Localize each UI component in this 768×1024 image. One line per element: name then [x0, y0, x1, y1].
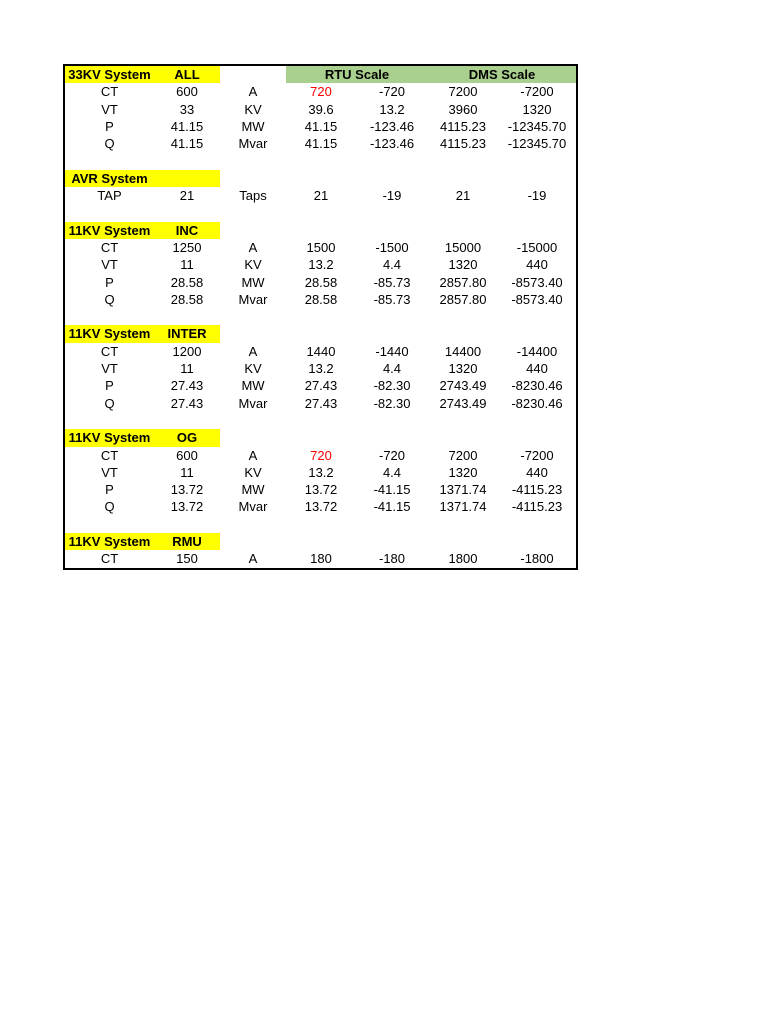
- rtu-min-cell[interactable]: -180: [378, 551, 406, 567]
- rtu-max-cell[interactable]: 27.43: [304, 378, 338, 394]
- rtu-max-cell[interactable]: 1500: [306, 239, 336, 255]
- dms-min-cell[interactable]: -4115.23: [511, 499, 563, 515]
- unit-cell[interactable]: Mvar: [238, 136, 268, 152]
- data-row: [65, 101, 576, 118]
- parameter-name-cell[interactable]: Q: [104, 136, 115, 152]
- dms-max-cell[interactable]: 4115.23: [439, 118, 487, 134]
- unit-cell[interactable]: KV: [244, 257, 262, 273]
- unit-cell[interactable]: KV: [244, 361, 262, 377]
- dms-min-cell[interactable]: -4115.23: [511, 482, 563, 498]
- dms-scale-header[interactable]: DMS Scale: [428, 66, 576, 83]
- parameter-name-cell[interactable]: P: [105, 378, 114, 394]
- dms-max-cell[interactable]: 21: [455, 188, 471, 204]
- rtu-min-cell[interactable]: -82.30: [373, 378, 411, 394]
- dms-max-cell[interactable]: 1320: [448, 464, 478, 480]
- dms-min-cell[interactable]: -8573.40: [511, 274, 563, 290]
- dms-min-cell[interactable]: -8230.46: [511, 378, 563, 394]
- dms-min-cell[interactable]: -12345.70: [507, 118, 567, 134]
- rtu-max-cell[interactable]: 13.2: [308, 257, 334, 273]
- dms-min-cell[interactable]: -12345.70: [507, 136, 567, 152]
- parameter-name-cell[interactable]: P: [105, 482, 114, 498]
- system-name-cell[interactable]: 11KV System: [65, 325, 154, 342]
- dms-max-cell[interactable]: 1800: [448, 551, 478, 567]
- unit-cell[interactable]: MW: [241, 118, 265, 134]
- dms-max-cell[interactable]: 1371.74: [439, 499, 487, 515]
- dms-max-cell[interactable]: 4115.23: [439, 136, 487, 152]
- unit-cell[interactable]: A: [248, 84, 258, 100]
- parameter-name-cell[interactable]: TAP: [97, 188, 122, 204]
- rating-value-cell[interactable]: 600: [176, 447, 198, 463]
- spreadsheet-table: [63, 64, 578, 570]
- rtu-min-cell[interactable]: 13.2: [379, 101, 405, 117]
- rtu-min-cell[interactable]: -1440: [375, 343, 409, 359]
- unit-cell[interactable]: KV: [244, 464, 262, 480]
- system-name-cell[interactable]: 11KV System: [65, 222, 154, 239]
- rating-value-cell[interactable]: 11: [180, 257, 194, 273]
- parameter-name-cell[interactable]: P: [105, 118, 114, 134]
- feeder-name-cell[interactable]: OG: [154, 429, 220, 446]
- rtu-min-cell[interactable]: 4.4: [382, 464, 402, 480]
- rtu-max-cell[interactable]: 720: [310, 447, 332, 463]
- data-row: [65, 343, 576, 360]
- data-row: [65, 360, 576, 377]
- data-row: [65, 481, 576, 498]
- parameter-name-cell[interactable]: VT: [101, 464, 118, 480]
- blank-row: [65, 152, 576, 169]
- rtu-max-cell[interactable]: 21: [313, 188, 329, 204]
- unit-cell[interactable]: MW: [241, 274, 265, 290]
- data-row: [65, 135, 576, 152]
- rtu-min-cell[interactable]: 4.4: [382, 361, 402, 377]
- unit-cell[interactable]: MW: [241, 378, 265, 394]
- rating-value-cell[interactable]: 11: [180, 361, 194, 377]
- parameter-name-cell[interactable]: Q: [104, 499, 115, 515]
- parameter-name-cell[interactable]: CT: [100, 551, 119, 567]
- dms-max-cell[interactable]: 2743.49: [439, 395, 487, 411]
- dms-max-cell[interactable]: 7200: [448, 84, 478, 100]
- unit-cell[interactable]: A: [248, 447, 258, 463]
- rating-value-cell[interactable]: 1200: [172, 343, 202, 359]
- rating-value-cell[interactable]: 1250: [172, 239, 202, 255]
- feeder-name-cell[interactable]: ALL: [154, 66, 220, 83]
- rtu-scale-header[interactable]: RTU Scale: [286, 66, 428, 83]
- blank-row: [65, 308, 576, 325]
- section-header-row: [65, 533, 576, 550]
- data-row: [65, 395, 576, 412]
- blank-row: [65, 204, 576, 221]
- section-header-row: [65, 325, 576, 342]
- parameter-name-cell[interactable]: VT: [101, 101, 118, 117]
- rtu-min-cell[interactable]: -720: [378, 84, 406, 100]
- dms-min-cell[interactable]: 440: [526, 257, 548, 273]
- rating-value-cell[interactable]: 41.15: [170, 118, 204, 134]
- rating-value-cell[interactable]: 21: [179, 188, 195, 204]
- rating-value-cell[interactable]: 33: [179, 101, 195, 117]
- parameter-name-cell[interactable]: CT: [100, 447, 119, 463]
- rtu-min-cell[interactable]: -19: [382, 188, 402, 204]
- rtu-max-cell[interactable]: 41.15: [304, 136, 338, 152]
- unit-cell[interactable]: Taps: [239, 188, 267, 204]
- section-header-row: [65, 222, 576, 239]
- section-header-row: [65, 170, 576, 187]
- dms-min-cell[interactable]: -14400: [516, 343, 558, 359]
- unit-cell[interactable]: MW: [241, 482, 265, 498]
- dms-max-cell[interactable]: 15000: [444, 239, 482, 255]
- dms-max-cell[interactable]: 2743.49: [439, 378, 487, 394]
- data-row: [65, 187, 576, 204]
- dms-min-cell[interactable]: -8573.40: [511, 291, 563, 307]
- dms-min-cell[interactable]: -7200: [520, 84, 554, 100]
- rtu-min-cell[interactable]: -82.30: [373, 395, 411, 411]
- rtu-max-cell[interactable]: 180: [310, 551, 332, 567]
- dms-max-cell[interactable]: 1371.74: [439, 482, 487, 498]
- rating-value-cell[interactable]: 600: [176, 84, 198, 100]
- data-row: [65, 498, 576, 515]
- dms-max-cell[interactable]: 1320: [448, 361, 478, 377]
- dms-max-cell[interactable]: 3960: [448, 101, 478, 117]
- unit-cell[interactable]: Mvar: [238, 499, 268, 515]
- rtu-max-cell[interactable]: 39.6: [308, 101, 334, 117]
- rating-value-cell[interactable]: 28.58: [170, 274, 204, 290]
- dms-min-cell[interactable]: 1320: [522, 101, 552, 117]
- data-row: [65, 256, 576, 273]
- system-name-cell[interactable]: AVR System: [65, 170, 154, 187]
- rating-value-cell[interactable]: 13.72: [170, 499, 204, 515]
- feeder-name-cell[interactable]: INTER: [154, 325, 220, 342]
- parameter-name-cell[interactable]: Q: [104, 291, 115, 307]
- dms-min-cell[interactable]: -7200: [520, 447, 554, 463]
- dms-max-cell[interactable]: 1320: [448, 257, 478, 273]
- rating-value-cell[interactable]: 27.43: [170, 378, 204, 394]
- rtu-max-cell[interactable]: 27.43: [304, 395, 338, 411]
- data-row: [65, 239, 576, 256]
- feeder-name-cell[interactable]: INC: [154, 222, 220, 239]
- system-name-cell[interactable]: 33KV System: [65, 66, 154, 83]
- rtu-max-cell[interactable]: 28.58: [304, 291, 338, 307]
- rtu-min-cell[interactable]: -41.15: [373, 499, 411, 515]
- unit-cell[interactable]: A: [248, 551, 258, 567]
- rtu-min-cell[interactable]: -41.15: [373, 482, 411, 498]
- feeder-name-cell[interactable]: [154, 170, 220, 187]
- data-row: [65, 464, 576, 481]
- rtu-min-cell[interactable]: -720: [378, 447, 406, 463]
- rtu-min-cell[interactable]: -123.46: [369, 118, 415, 134]
- section-header-row: [65, 429, 576, 446]
- unit-cell[interactable]: A: [248, 343, 258, 359]
- blank-row: [65, 516, 576, 533]
- system-name-cell[interactable]: 11KV System: [65, 429, 154, 446]
- data-row: [65, 83, 576, 100]
- rtu-max-cell[interactable]: 720: [310, 84, 332, 100]
- data-row: [65, 377, 576, 394]
- rating-value-cell[interactable]: 27.43: [170, 395, 204, 411]
- rtu-min-cell[interactable]: 4.4: [382, 257, 402, 273]
- parameter-name-cell[interactable]: VT: [101, 257, 118, 273]
- dms-min-cell[interactable]: -1800: [520, 551, 554, 567]
- unit-cell[interactable]: Mvar: [238, 395, 268, 411]
- rtu-max-cell[interactable]: 1440: [306, 343, 336, 359]
- dms-max-cell[interactable]: 14400: [444, 343, 482, 359]
- dms-min-cell[interactable]: 440: [526, 464, 548, 480]
- rtu-max-cell[interactable]: 13.72: [304, 499, 338, 515]
- rating-value-cell[interactable]: 11: [180, 464, 194, 480]
- rtu-min-cell[interactable]: -85.73: [373, 274, 411, 290]
- unit-cell[interactable]: Mvar: [238, 291, 268, 307]
- dms-max-cell[interactable]: 2857.80: [439, 274, 487, 290]
- rating-value-cell[interactable]: 28.58: [170, 291, 204, 307]
- rating-value-cell[interactable]: 41.15: [170, 136, 204, 152]
- parameter-name-cell[interactable]: P: [105, 274, 114, 290]
- rating-value-cell[interactable]: 13.72: [170, 482, 204, 498]
- rating-value-cell[interactable]: 150: [176, 551, 198, 567]
- empty-cell[interactable]: [220, 66, 286, 83]
- unit-cell[interactable]: KV: [244, 101, 262, 117]
- rtu-max-cell[interactable]: 13.72: [304, 482, 338, 498]
- data-row: [65, 550, 576, 567]
- dms-min-cell[interactable]: -19: [527, 188, 547, 204]
- dms-min-cell[interactable]: 440: [526, 361, 548, 377]
- unit-cell[interactable]: A: [248, 239, 258, 255]
- dms-max-cell[interactable]: 7200: [448, 447, 478, 463]
- dms-min-cell[interactable]: -15000: [516, 239, 558, 255]
- rtu-max-cell[interactable]: 13.2: [308, 464, 334, 480]
- rtu-min-cell[interactable]: -85.73: [373, 291, 411, 307]
- rtu-max-cell[interactable]: 13.2: [308, 361, 334, 377]
- dms-max-cell[interactable]: 2857.80: [439, 291, 487, 307]
- rtu-max-cell[interactable]: 28.58: [304, 274, 338, 290]
- feeder-name-cell[interactable]: RMU: [154, 533, 220, 550]
- data-row: [65, 291, 576, 308]
- data-row: [65, 447, 576, 464]
- section-header-row: [65, 66, 576, 83]
- rtu-max-cell[interactable]: 41.15: [304, 118, 338, 134]
- dms-min-cell[interactable]: -8230.46: [511, 395, 563, 411]
- parameter-name-cell[interactable]: Q: [104, 395, 115, 411]
- rtu-min-cell[interactable]: -123.46: [369, 136, 415, 152]
- data-row: [65, 274, 576, 291]
- parameter-name-cell[interactable]: CT: [100, 84, 119, 100]
- data-row: [65, 118, 576, 135]
- parameter-name-cell[interactable]: VT: [101, 361, 118, 377]
- rtu-min-cell[interactable]: -1500: [375, 239, 409, 255]
- blank-row: [65, 412, 576, 429]
- parameter-name-cell[interactable]: CT: [100, 239, 119, 255]
- parameter-name-cell[interactable]: CT: [100, 343, 119, 359]
- system-name-cell[interactable]: 11KV System: [65, 533, 154, 550]
